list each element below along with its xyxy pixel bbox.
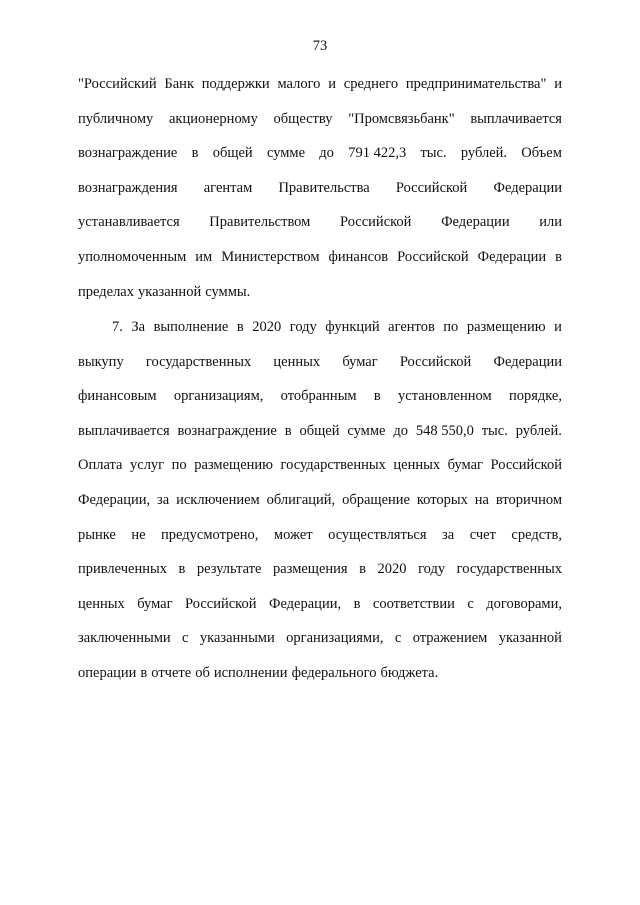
text-line: 7. За выполнение в 2020 году функций агентов по размещению и: [112, 319, 562, 335]
text-line: Федерации, за исключением облигаций, обращение которых на вторичном: [78, 491, 562, 508]
text-line: рынке не предусмотрено, может осуществляться за счет средств,: [78, 526, 562, 543]
text-line: уполномоченным им Министерством финансов Российской Федерации в: [78, 248, 562, 265]
text-line: "Российский Банк поддержки малого и среднего предпринимательства" и: [78, 76, 562, 92]
text-line: операции в отчете об исполнении федерального бюджета.: [78, 664, 439, 681]
text-line: публичному акционерному обществу "Промсвязьбанк" выплачивается: [78, 110, 562, 127]
text-line: устанавливается Правительством Российской Федерации или: [78, 214, 562, 231]
text-line: выплачивается вознаграждение в общей сумме до 548 550,0 тыс. рублей.: [78, 422, 562, 439]
text-line: Оплата услуг по размещению государственных ценных бумаг Российской: [78, 457, 562, 474]
text-line: привлеченных в результате размещения в 2020 году государственных: [78, 561, 562, 578]
text-line: вознаграждение в общей сумме до 791 422,3 тыс. рублей. Объем: [78, 145, 562, 162]
text-line: ценных бумаг Российской Федерации, в соответствии с договорами,: [78, 595, 562, 612]
text-line: заключенными с указанными организациями, с отражением указанной: [78, 630, 562, 647]
text-line: пределах указанной суммы.: [78, 283, 251, 300]
text-line: вознаграждения агентам Правительства Российской Федерации: [78, 179, 562, 196]
paragraph-1: [78, 67, 562, 309]
page-number: 73: [312, 38, 328, 54]
text-line: выкупу государственных ценных бумаг Российской Федерации: [78, 353, 562, 370]
text-line: финансовым организациям, отобранным в установленном порядке,: [78, 388, 562, 405]
paragraph-2: [78, 310, 562, 691]
